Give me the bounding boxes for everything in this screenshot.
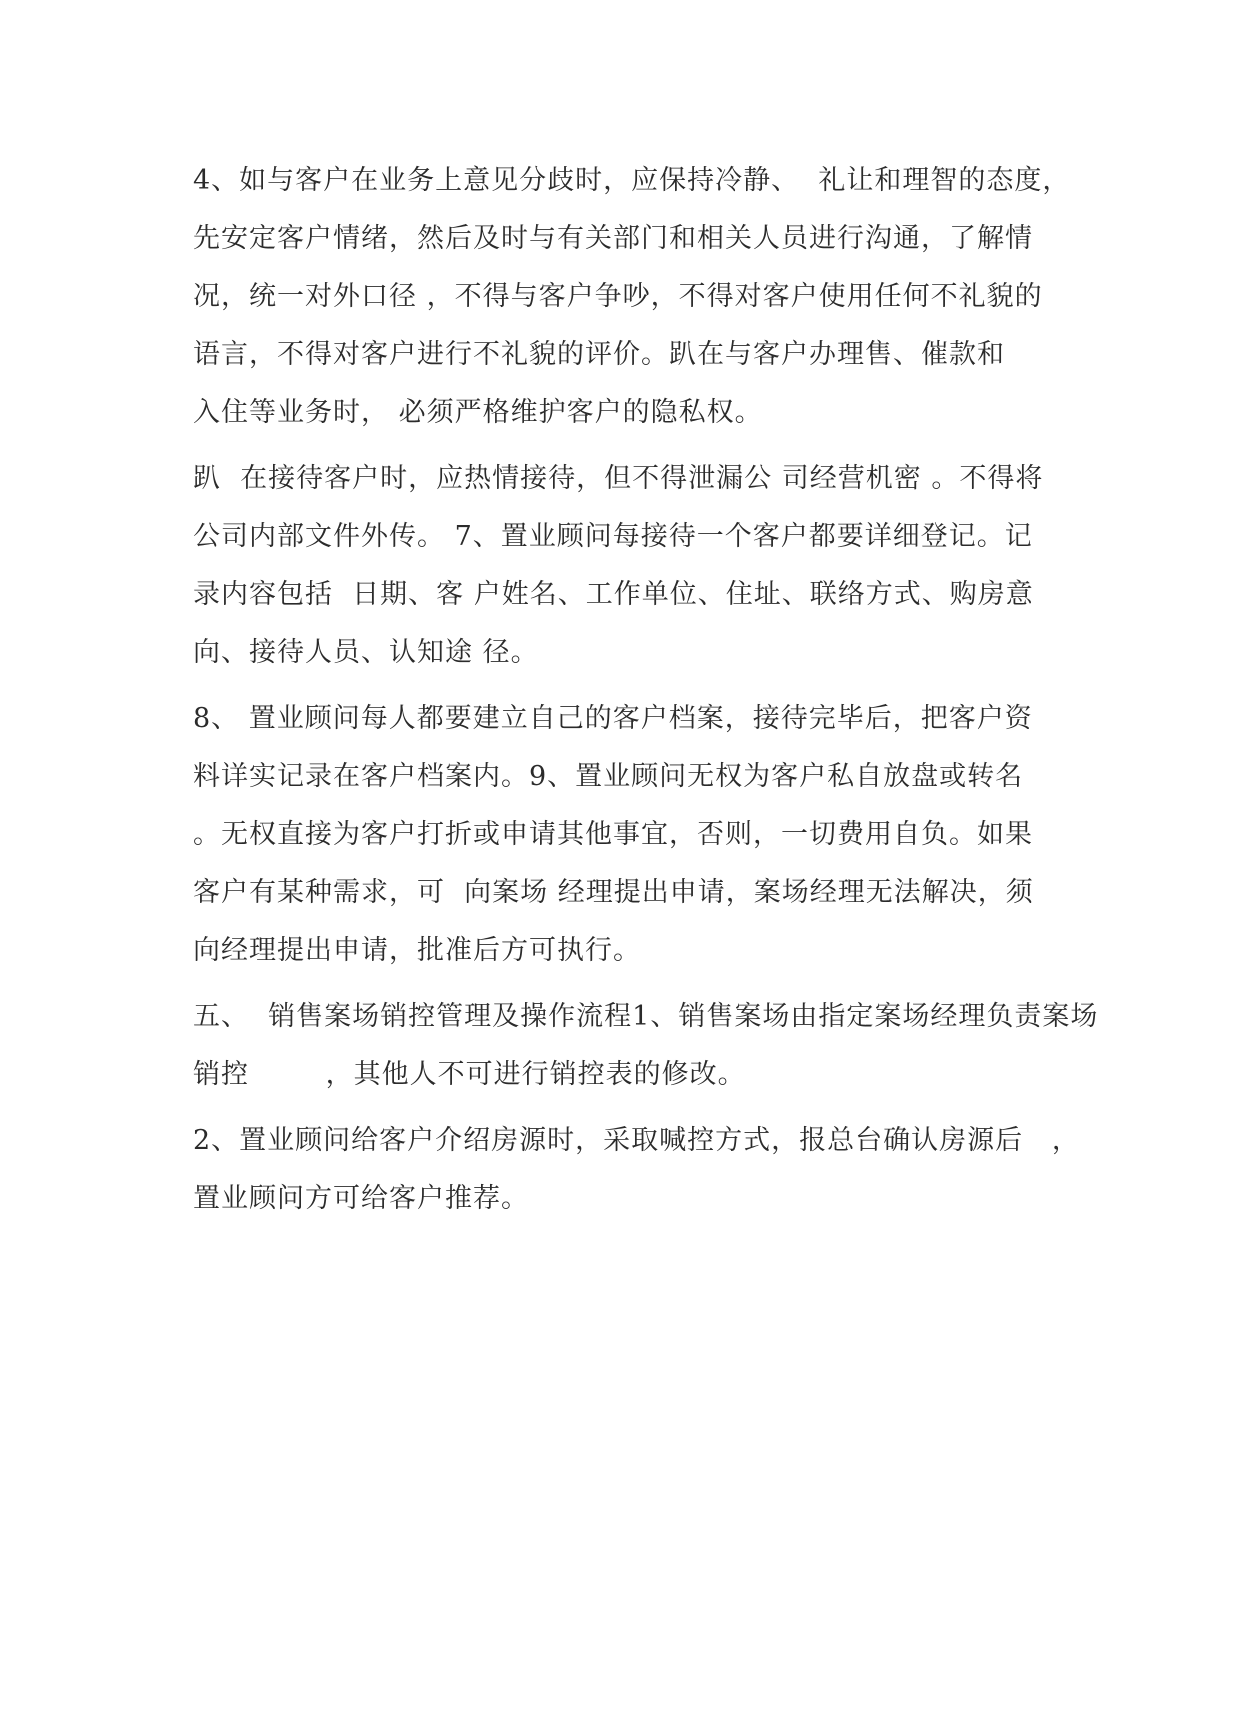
text-line: 。无权直接为客户打折或申请其他事宜，否则，一切费用自负。如果 [193,819,1033,850]
text-line: 2、置业顾问给客户介绍房源时，采取喊控方式，报总台确认房源后 ， [193,1125,1080,1156]
text-line: 向、接待人员、认知途 径。 [193,637,539,668]
paragraph [193,450,1093,682]
text-line: 录内容包括 日期、客 户姓名、工作单位、住址、联络方式、购房意 [193,579,1034,610]
paragraph [193,1112,1093,1228]
text-line: 五、 销售案场销控管理及操作流程1、销售案场由指定案场经理负责案场 [193,1001,1099,1032]
text-line: 客户有某种需求，可 向案场 经理提出申请，案场经理无法解决，须 [193,877,1034,908]
paragraph [193,152,1093,442]
text-line: 向经理提出申请，批准后方可执行。 [193,935,641,966]
text-line: 公司内部文件外传。 7、置业顾问每接待一个客户都要详细登记。记 [193,521,1033,552]
text-line: 料详实记录在客户档案内。9、置业顾问无权为客户私自放盘或转名 [193,761,1024,792]
text-line: 销控 ，其他人不可进行销控表的修改。 [193,1059,746,1090]
text-line: 趴 在接待客户时，应热情接待，但不得泄漏公 司经营机密 。不得将 [193,463,1044,494]
text-line: 入住等业务时， 必须严格维护客户的隐私权。 [193,397,763,428]
text-line: 语言，不得对客户进行不礼貌的评价。趴在与客户办理售、催款和 [193,339,1005,370]
paragraph [193,988,1099,1104]
document-body [193,152,1099,1236]
text-line: 置业顾问方可给客户推荐。 [193,1183,529,1214]
text-line: 况，统一对外口径 ，不得与客户争吵，不得对客户使用任何不礼貌的 [193,281,1043,312]
text-line: 8、 置业顾问每人都要建立自己的客户档案，接待完毕后，把客户资 [193,703,1033,734]
paragraph [193,690,1093,980]
text-line: 4、如与客户在业务上意见分歧时，应保持冷静、 礼让和理智的态度， [193,165,1071,196]
text-line: 先安定客户情绪，然后及时与有关部门和相关人员进行沟通，了解情 [193,223,1033,254]
